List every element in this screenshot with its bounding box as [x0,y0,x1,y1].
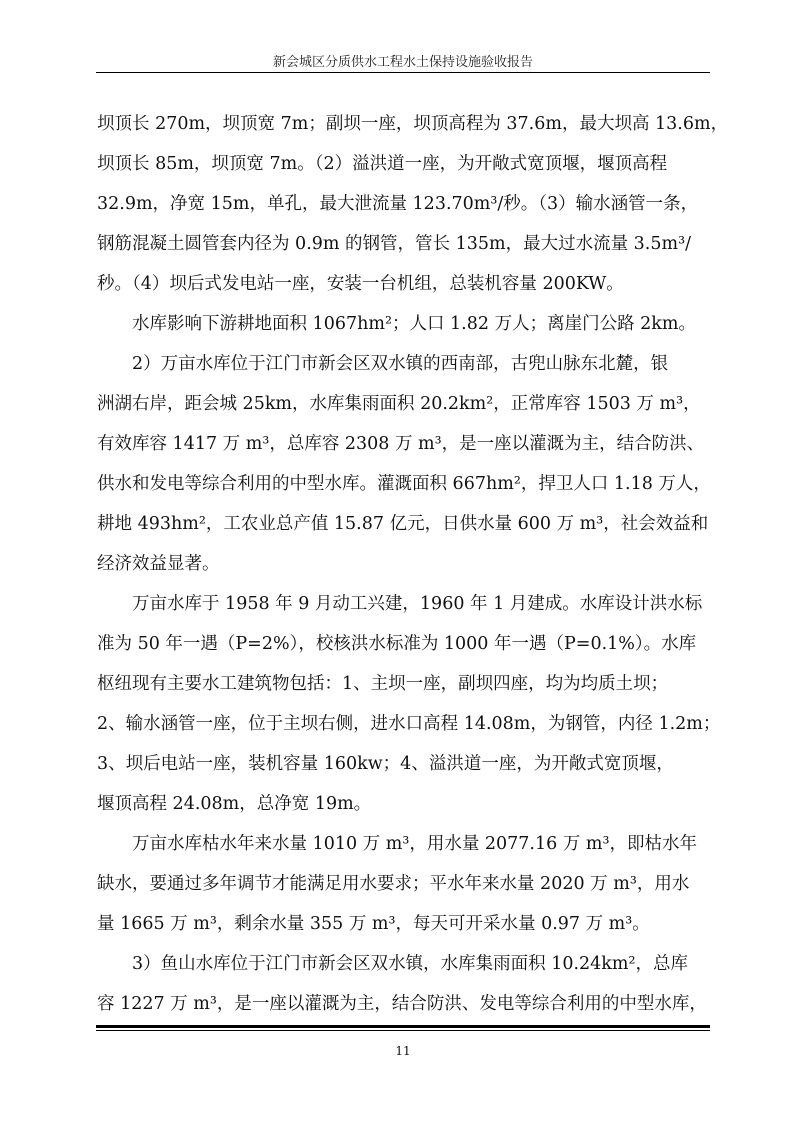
text-line: 堰顶高程 24.08m，总净宽 19m。 [97,794,372,814]
text-line: 耕地 493hm²，工农业总产值 15.87 亿元，日供水量 600 万 m³，社会效益和 [97,514,709,534]
text-line: 坝顶长 85m，坝顶宽 7m。（2）溢洪道一座，为开敞式宽顶堰，堰顶高程 [97,154,668,174]
text-line: 2、输水涵管一座，位于主坝右侧，进水口高程 14.08m，为钢管，内径 1.2m； [97,714,721,734]
text-line: 枢纽现有主要水工建筑物包括：1、主坝一座，副坝四座，均为均质土坝； [97,674,669,694]
text-line: 秒。（4）坝后式发电站一座，安装一台机组，总装机容量 200KW。 [97,274,624,294]
text-line: 2）万亩水库位于江门市新会区双水镇的西南部，古兜山脉东北麓，银 [97,354,669,374]
text-line: 3）鱼山水库位于江门市新会区双水镇，水库集雨面积 10.24km²，总库 [97,954,689,974]
text-line: 钢筋混凝土圆管套内径为 0.9m 的钢管，管长 135m，最大过水流量 3.5m³/ [97,234,692,254]
page-number: 11 [395,1044,411,1058]
document-body [97,104,729,1024]
text-line: 洲湖右岸，距会城 25km，水库集雨面积 20.2km²，正常库容 1503 万 m³， [97,394,701,414]
text-line: 万亩水库枯水年来水量 1010 万 m³，用水量 2077.16 万 m³，即枯水年 [97,834,697,854]
text-line: 万亩水库于 1958 年 9 月动工兴建，1960 年 1 月建成。水库设计洪水标 [97,594,703,614]
text-line: 准为 50 年一遇（P=2%），校核洪水标准为 1000 年一遇（P=0.1%）。水库 [97,634,697,654]
text-line: 32.9m，净宽 15m，单孔，最大泄流量 123.70m³/秒。（3）输水涵管一条， [97,194,699,214]
text-line: 供水和发电等综合利用的中型水库。灌溉面积 667hm²，捍卫人口 1.18 万人， [97,474,711,494]
text-line: 经济效益显著。 [97,554,220,574]
text-line: 缺水，要通过多年调节才能满足用水要求；平水年来水量 2020 万 m³，用水 [97,874,690,894]
text-line: 3、坝后电站一座，装机容量 160kw；4、溢洪道一座，为开敞式宽顶堰， [97,754,674,774]
text-line: 水库影响下游耕地面积 1067hm²；人口 1.82 万人；离崖门公路 2km。 [97,314,696,334]
page-header-title: 新会城区分质供水工程水土保持设施验收报告 [272,55,533,70]
footer-rule-thin [96,1030,710,1031]
text-line: 容 1227 万 m³，是一座以灌溉为主，结合防洪、发电等综合利用的中型水库， [97,994,707,1014]
footer-rule-thick [96,1025,710,1028]
header-rule [96,72,710,73]
text-line: 坝顶长 270m，坝顶宽 7m；副坝一座，坝顶高程为 37.6m，最大坝高 13.6m， [97,114,729,134]
text-line: 量 1665 万 m³，剩余水量 355 万 m³，每天可开采水量 0.97 万 m³。 [97,914,650,934]
text-line: 有效库容 1417 万 m³，总库容 2308 万 m³，是一座以灌溉为主，结合防洪、 [97,434,705,454]
